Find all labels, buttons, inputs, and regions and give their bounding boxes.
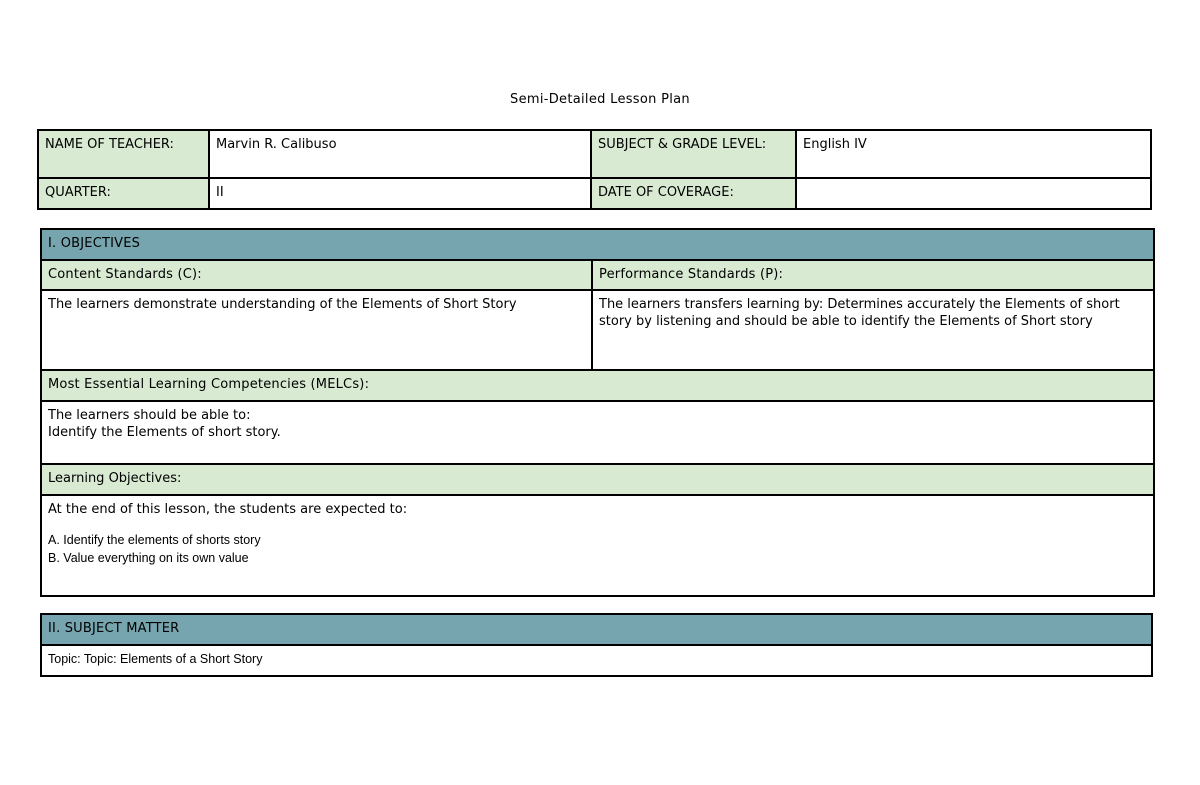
learning-objectives-label: Learning Objectives: [41, 464, 1154, 495]
subject-value: English IV [796, 130, 1151, 178]
content-standards-label: Content Standards (C): [41, 260, 592, 290]
melcs-line-2: Identify the Elements of short story. [48, 425, 281, 440]
topic-text: Topic: Topic: Elements of a Short Story [41, 645, 1152, 676]
content-standards-text: The learners demonstrate understanding of the Elements of Short Story [41, 290, 592, 370]
date-label: DATE OF COVERAGE: [591, 178, 796, 209]
performance-standards-label: Performance Standards (P): [592, 260, 1154, 290]
quarter-label: QUARTER: [38, 178, 209, 209]
teacher-label: NAME OF TEACHER: [38, 130, 209, 178]
subject-matter-table [40, 613, 1153, 677]
learning-objectives-text [41, 495, 1154, 596]
subject-label: SUBJECT & GRADE LEVEL: [591, 130, 796, 178]
melcs-label: Most Essential Learning Competencies (MELCs): [41, 370, 1154, 401]
quarter-value: II [209, 178, 591, 209]
melcs-text [41, 401, 1154, 464]
date-value [796, 178, 1151, 209]
objective-a: A. Identify the elements of shorts story [48, 533, 261, 547]
page-title: Semi-Detailed Lesson Plan [510, 92, 690, 107]
subject-matter-heading: II. SUBJECT MATTER [41, 614, 1152, 645]
learning-objectives-intro: At the end of this lesson, the students are expected to: [48, 502, 408, 517]
performance-standards-text: The learners transfers learning by: Determines accurately the Elements of short story by listening and should be able to identify the Elements of Short story [592, 290, 1154, 370]
objectives-heading: I. OBJECTIVES [41, 229, 1154, 260]
teacher-info-table [37, 129, 1152, 210]
melcs-line-1: The learners should be able to: [48, 408, 251, 423]
objective-b: B. Value everything on its own value [48, 551, 249, 565]
teacher-value: Marvin R. Calibuso [209, 130, 591, 178]
objectives-table [40, 228, 1155, 597]
